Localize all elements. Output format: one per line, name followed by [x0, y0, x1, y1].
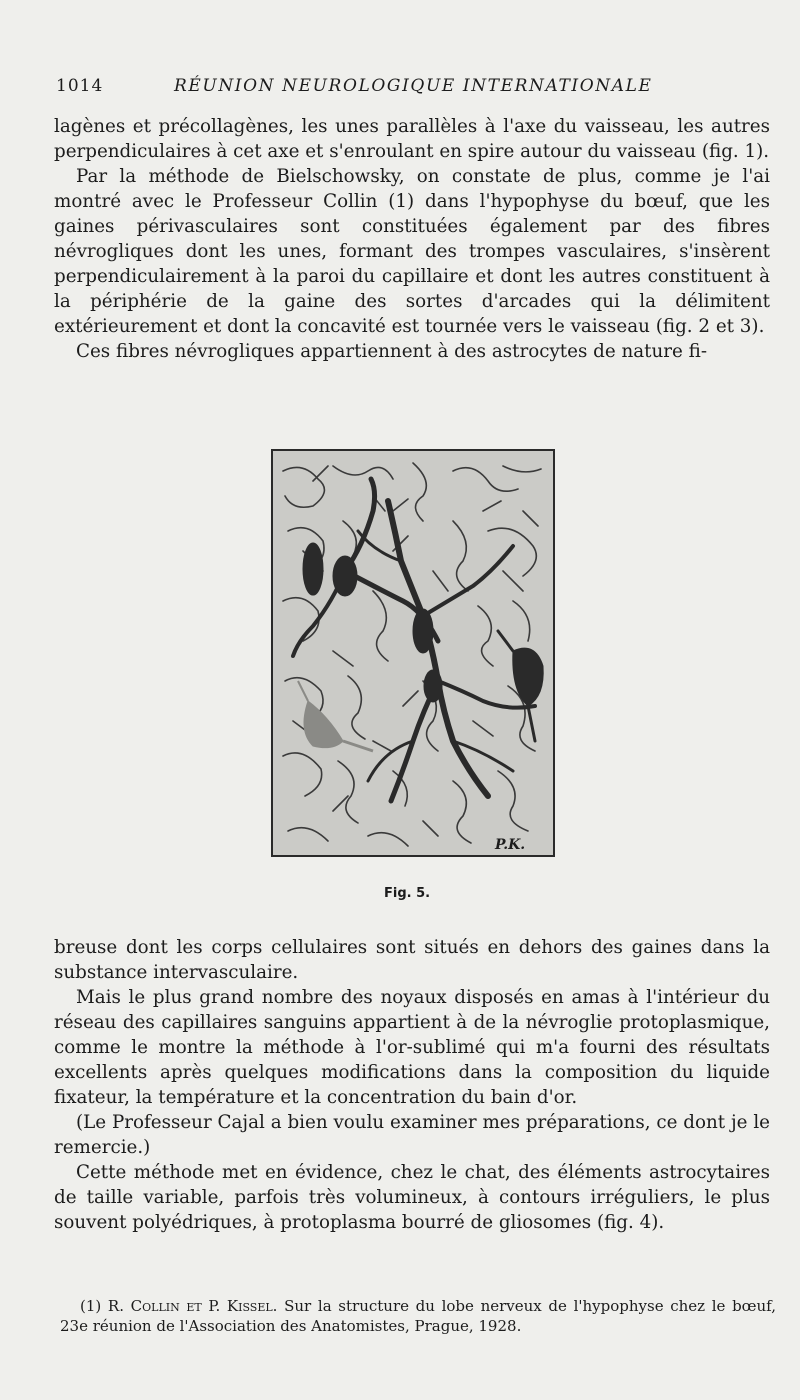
paragraph: breuse dont les corps cellulaires sont situés en dehors des gaines dans la substance intervasculaire.: [54, 937, 770, 983]
paragraph: Ces fibres névrogliques appartiennent à des astrocytes de nature fi-: [76, 341, 708, 362]
footnote-text: Sur la structure du lobe nerveux de l'hypophyse chez le bœuf, 23e réunion de l'Association des Anatomistes, Prague, 1928.: [60, 1297, 776, 1335]
running-title: RÉUNION NEUROLOGIQUE INTERNATIONALE: [174, 76, 653, 96]
body-text-top: [54, 114, 770, 364]
paragraph: lagènes et précollagènes, les unes parallèles à l'axe du vaisseau, les autres perpendiculaires à cet axe et s'enroulant en spire autour du vaisseau (fig. 1).: [54, 116, 770, 162]
page-header: [56, 76, 746, 100]
artist-signature: P.K.: [495, 837, 526, 853]
astrocyte-drawing: [273, 451, 553, 855]
paragraph: Par la méthode de Bielschowsky, on constate de plus, comme je l'ai montré avec le Professeur Collin (1) dans l'hypophyse du bœuf, que les gaines périvasculaires sont constituées également par des fibres névrogliques dont les unes, formant des trompes vasculaires, s'insèrent perpendiculairement à la paroi du capillaire et dont les autres constituent à la périphérie de la gaine des sortes d'arcades qui la délimitent extérieurement et dont la concavité est tournée vers le vaisseau (fig. 2 et 3).: [54, 166, 770, 337]
paragraph: Cette méthode met en évidence, chez le chat, des éléments astrocytaires de taille variable, parfois très volumineux, à contours irréguliers, le plus souvent polyédriques, à protoplasma bourré de gliosomes (fig. 4).: [54, 1162, 770, 1233]
footnote-number: (1): [80, 1297, 102, 1315]
footnote-paragraph: [60, 1296, 776, 1336]
paragraph: (Le Professeur Cajal a bien voulu examiner mes préparations, ce dont je le remercie.): [54, 1112, 770, 1158]
footnote-authors: R. Collin et P. Kissel.: [107, 1297, 278, 1315]
page-number: 1014: [56, 76, 104, 96]
body-text-bottom: [54, 935, 770, 1235]
footnote: [60, 1296, 776, 1336]
figure-illustration: [271, 449, 555, 857]
figure-caption: Fig. 5.: [384, 886, 431, 901]
paragraph: Mais le plus grand nombre des noyaux disposés en amas à l'intérieur du réseau des capillaires sanguins appartient à de la névroglie protoplasmique, comme le montre la méthode à l'or-sublimé qui m'a fourni des résultats excellents après quelques modifications dans la composition du liquide fixateur, la température et la concentration du bain d'or.: [54, 987, 770, 1108]
